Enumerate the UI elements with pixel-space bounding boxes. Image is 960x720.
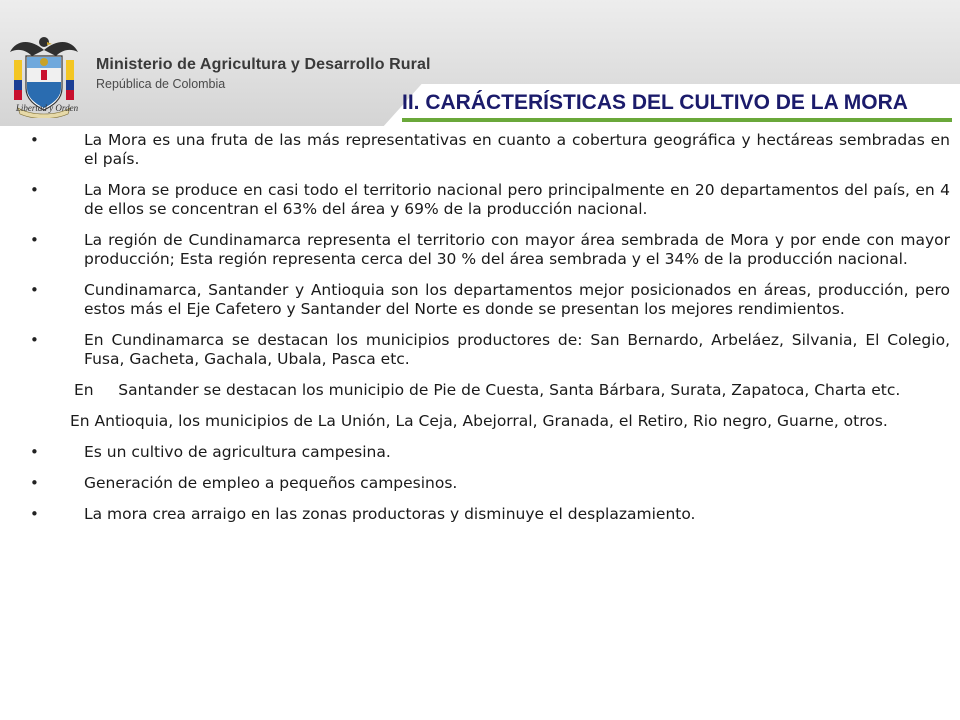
crest-motto: Libertad y Orden	[15, 103, 79, 113]
republic-name: República de Colombia	[96, 77, 226, 91]
list-item	[30, 181, 950, 219]
bullet-icon: •	[30, 443, 39, 461]
list-item-text: Generación de empleo a pequeños campesinos.	[84, 474, 458, 492]
list-item-text: En Antioquia, los municipios de La Unión, La Ceja, Abejorral, Granada, el Retiro, Rio negro, Guarne, otros.	[70, 412, 888, 430]
list-item	[30, 412, 950, 431]
list-item-text: En Santander se destacan los municipio de Pie de Cuesta, Santa Bárbara, Surata, Zapatoca, Charta etc.	[74, 381, 901, 399]
list-item	[30, 281, 950, 319]
list-item-text: En Cundinamarca se destacan los municipios productores de: San Bernardo, Arbeláez, Silvania, El Colegio, Fusa, Gacheta, Gachala, Ubala, Pasca etc.	[84, 331, 950, 368]
list-item-text: Es un cultivo de agricultura campesina.	[84, 443, 391, 461]
list-item	[30, 505, 950, 524]
list-item-text: La región de Cundinamarca representa el territorio con mayor área sembrada de Mora y por ende con mayor producción; Esta región representa cerca del 30 % del área sembrada y el 34% de la producción nacional.	[84, 231, 950, 268]
bullet-list	[30, 131, 950, 536]
bullet-icon: •	[30, 474, 39, 492]
list-item	[30, 131, 950, 169]
slide-title: II. CARÁCTERÍSTICAS DEL CULTIVO DE LA MORA	[402, 88, 952, 122]
bullet-icon: •	[30, 331, 39, 349]
bullet-icon: •	[30, 505, 39, 523]
bullet-icon: •	[30, 131, 39, 149]
list-item	[30, 474, 950, 493]
bullet-icon: •	[30, 181, 39, 199]
list-item-text: La mora crea arraigo en las zonas productoras y disminuye el desplazamiento.	[84, 505, 696, 523]
list-item	[30, 231, 950, 269]
list-item	[30, 443, 950, 462]
list-item	[30, 381, 950, 400]
list-item	[30, 331, 950, 369]
list-item-text: La Mora se produce en casi todo el territorio nacional pero principalmente en 20 departamentos del país, en 4 de ellos se concentran el 63% del área y 69% de la producción nacional.	[84, 181, 950, 218]
list-item-text: La Mora es una fruta de las más representativas en cuanto a cobertura geográfica y hectáreas sembradas en el país.	[84, 131, 950, 168]
bullet-icon: •	[30, 231, 39, 249]
list-item-text: Cundinamarca, Santander y Antioquia son los departamentos mejor posicionados en áreas, producción, pero estos más el Eje Cafetero y Santander del Norte es donde se presentan los mejores rendimientos.	[84, 281, 950, 318]
bullet-icon: •	[30, 281, 39, 299]
ministry-name: Ministerio de Agricultura y Desarrollo Rural	[96, 56, 431, 73]
